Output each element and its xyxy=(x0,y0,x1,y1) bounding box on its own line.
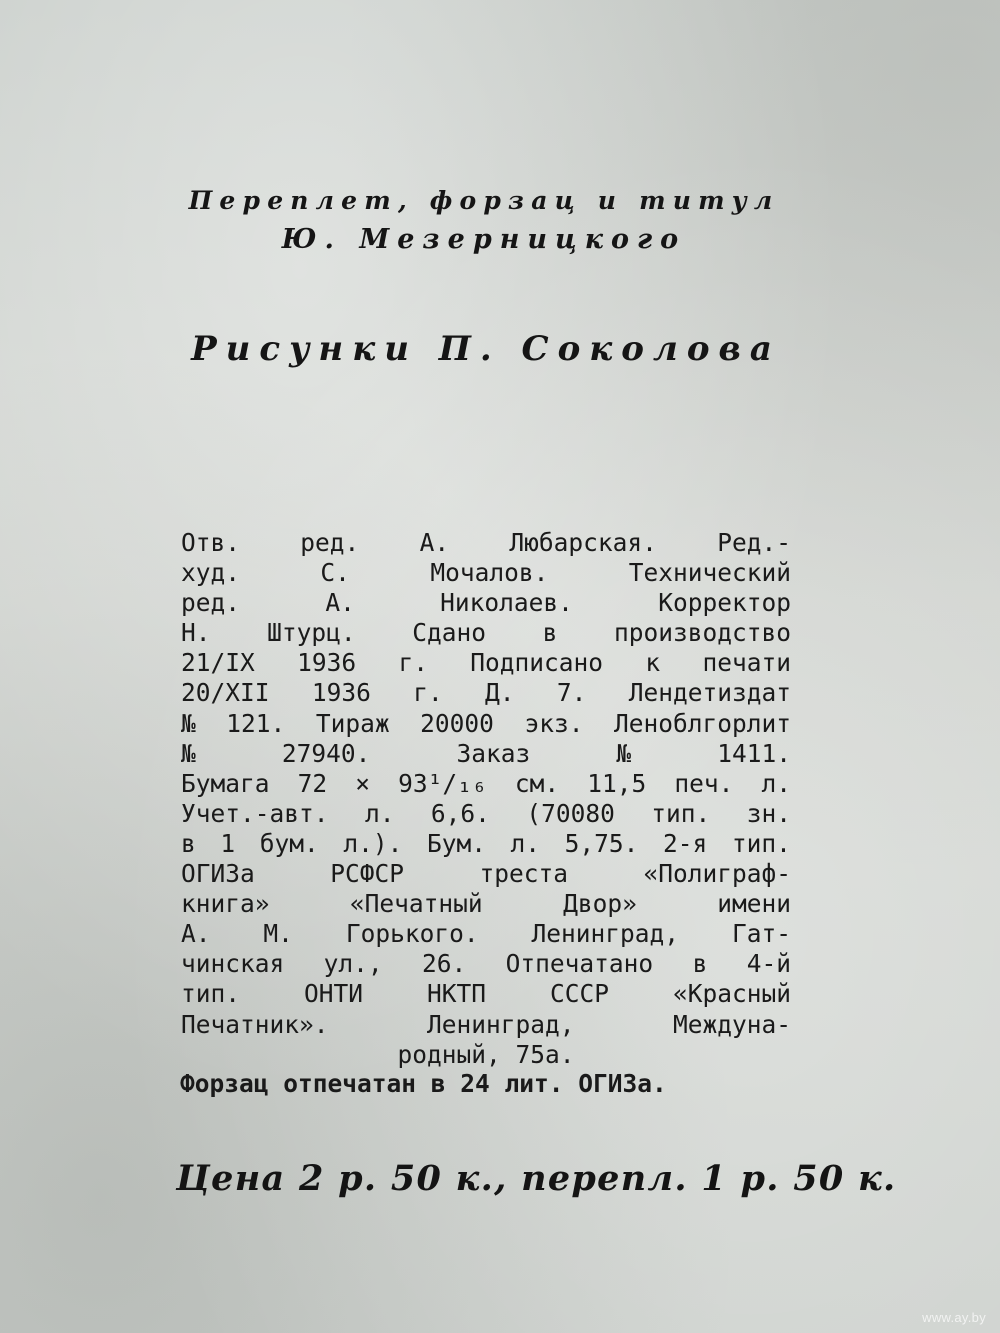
imprint-line: 21/IX 1936 г. Подписано к печати xyxy=(181,648,791,678)
binding-credit-name: Ю. Мезерницкого xyxy=(281,224,687,255)
imprint-line: Бумага 72 × 93¹/₁₆ см. 11,5 печ. л. xyxy=(181,768,791,798)
imprint-line: Отв. ред. А. Любарская. Ред.- xyxy=(181,528,791,557)
imprint-line: 20/XII 1936 г. Д. 7. Лендетиздат xyxy=(181,678,791,708)
imprint-line: книга» «Печатный Двор» имени xyxy=(181,889,791,919)
site-watermark: www.ay.by xyxy=(922,1310,986,1325)
show-through-shadow xyxy=(230,118,790,518)
imprint-line: тип. ОНТИ НКТП СССР «Красный xyxy=(181,979,791,1009)
imprint-line: Печатник». Ленинград, Междуна- xyxy=(181,1009,791,1039)
imprint-line: родный, 75а. xyxy=(397,1039,575,1069)
imprint-line: № 121. Тираж 20000 экз. Леноблгорлит xyxy=(181,708,791,738)
imprint-block xyxy=(181,528,791,1070)
illustrations-credit: Рисунки П. Соколова xyxy=(191,329,781,369)
binding-credit-line: Переплет, форзац и титул xyxy=(188,186,780,215)
imprint-line: А. М. Горького. Ленинград, Гат- xyxy=(181,919,791,949)
imprint-line: ОГИЗа РСФСР треста «Полиграф- xyxy=(181,859,791,889)
imprint-line: Н. Штурц. Сдано в производство xyxy=(181,618,791,648)
endpaper-print-note: Форзац отпечатан в 24 лит. ОГИЗа. xyxy=(180,1069,667,1098)
imprint-line: худ. С. Мочалов. Технический xyxy=(181,558,791,588)
imprint-line: Учет.-авт. л. 6,6. (70080 тип. зн. xyxy=(181,798,791,828)
imprint-line: № 27940. Заказ № 1411. xyxy=(181,738,791,768)
imprint-line: в 1 бум. л.). Бум. л. 5,75. 2-я тип. xyxy=(181,828,791,858)
imprint-line: чинская ул., 26. Отпечатано в 4-й xyxy=(181,949,791,979)
price-line: Цена 2 р. 50 к., перепл. 1 р. 50 к. xyxy=(176,1158,897,1199)
imprint-line: ред. А. Николаев. Корректор xyxy=(181,588,791,618)
